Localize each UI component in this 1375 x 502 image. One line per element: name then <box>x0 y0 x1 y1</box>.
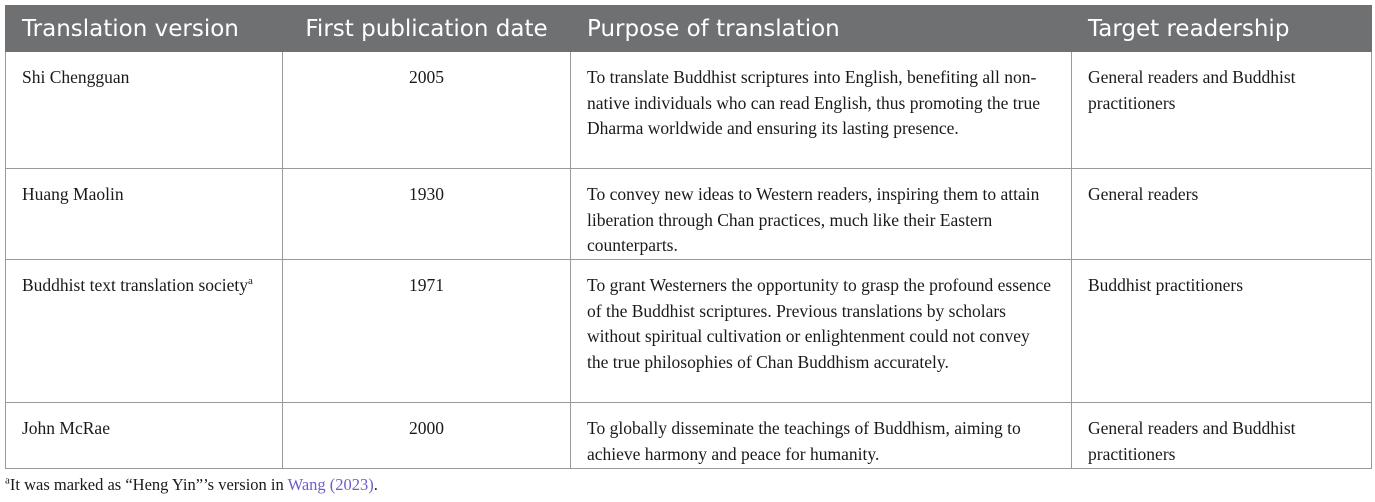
footnote-text: It was marked as “Heng Yin”’s version in <box>9 475 288 494</box>
cell-date: 1971 <box>283 260 571 403</box>
cell-version: Shi Chengguan <box>6 52 283 169</box>
cell-readership: General readers and Buddhist practitioners <box>1072 403 1372 469</box>
table-row <box>6 52 1372 169</box>
table-row <box>6 260 1372 403</box>
header-translation-version: Translation version <box>6 6 283 52</box>
translation-table-container <box>5 5 1371 469</box>
table-header <box>6 6 1372 52</box>
header-target-readership: Target readership <box>1072 6 1372 52</box>
cell-purpose: To translate Buddhist scriptures into English, benefiting all non-native individuals who can read English, thus promoting the true Dharma worldwide and ensuring its lasting presence. <box>571 52 1072 169</box>
cell-purpose: To globally disseminate the teachings of Buddhism, aiming to achieve harmony and peace for humanity. <box>571 403 1072 469</box>
citation-link[interactable]: Wang (2023) <box>287 475 374 494</box>
cell-version: Huang Maolin <box>6 169 283 260</box>
cell-purpose: To grant Westerners the opportunity to grasp the profound essence of the Buddhist scriptures. Previous translations by scholars without spiritual cultivation or enlightenment could not convey the true philosophies of Chan Buddhism accurately. <box>571 260 1072 403</box>
header-purpose-of-translation: Purpose of translation <box>571 6 1072 52</box>
header-row <box>6 6 1372 52</box>
cell-purpose: To convey new ideas to Western readers, inspiring them to attain liberation through Chan practices, much like their Eastern counterparts. <box>571 169 1072 260</box>
cell-readership: Buddhist practitioners <box>1072 260 1372 403</box>
cell-readership: General readers <box>1072 169 1372 260</box>
cell-version: John McRae <box>6 403 283 469</box>
cell-date: 2000 <box>283 403 571 469</box>
table-body <box>6 52 1372 469</box>
cell-date: 2005 <box>283 52 571 169</box>
cell-version <box>6 260 283 403</box>
table-footnote <box>5 475 378 495</box>
translation-versions-table <box>5 5 1372 469</box>
footnote-mark: a <box>5 474 10 487</box>
cell-date: 1930 <box>283 169 571 260</box>
cell-readership: General readers and Buddhist practitioners <box>1072 52 1372 169</box>
table-row <box>6 403 1372 469</box>
cell-version-text: Buddhist text translation society <box>22 275 249 295</box>
footnote-marker: a <box>248 275 253 288</box>
footnote-end: . <box>373 475 378 494</box>
header-first-publication-date: First publication date <box>283 6 571 52</box>
table-row <box>6 169 1372 260</box>
